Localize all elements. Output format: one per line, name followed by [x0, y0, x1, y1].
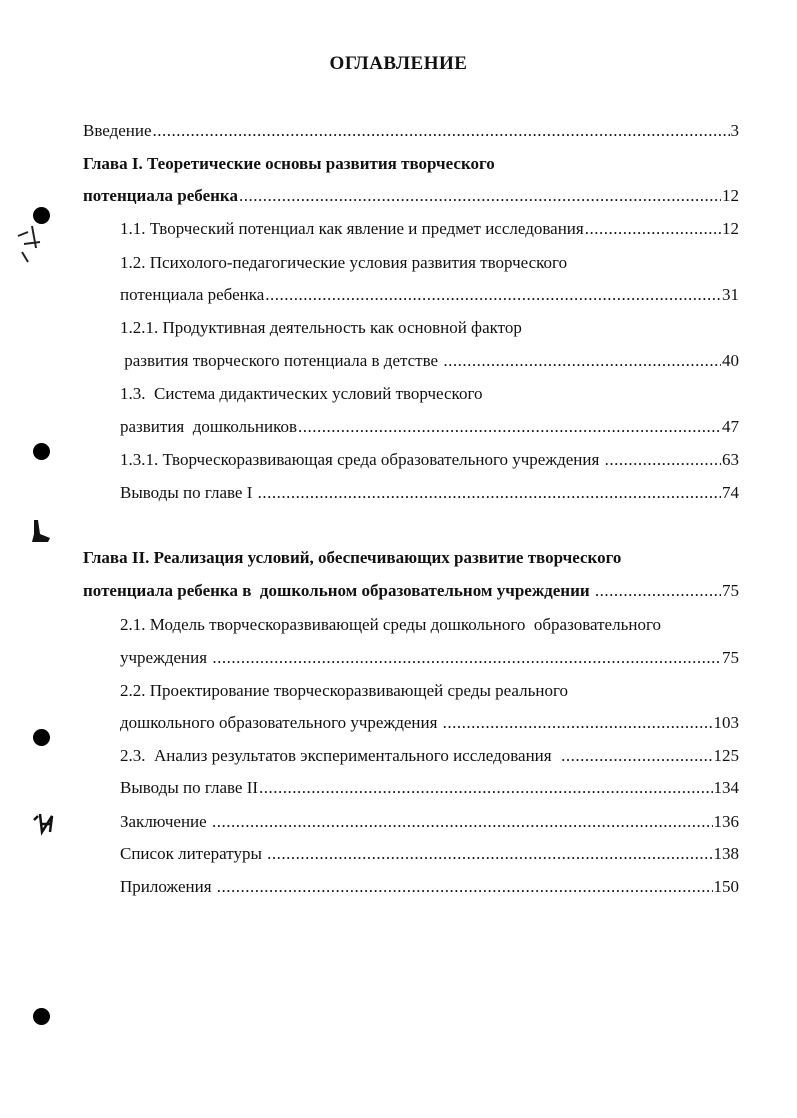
- toc-page-number: 74: [722, 483, 739, 502]
- toc-entry-2-1-line-1: 2.1. Модель творческоразвивающей среды дошкольного образовательного: [120, 615, 661, 634]
- toc-entry-label: 2.3. Анализ результатов экспериментального исследования: [120, 746, 561, 765]
- toc-page-number: 103: [713, 713, 739, 732]
- dot-leader: [561, 745, 712, 767]
- toc-entry-label: развития творческого потенциала в детстве: [120, 351, 443, 370]
- toc-entry-chapter-2-conclusions: [120, 777, 739, 799]
- toc-entry-appendices: [120, 876, 739, 898]
- toc-entry-intro: [83, 120, 739, 142]
- toc-entry-1-2: [120, 284, 739, 306]
- toc-entry-label: учреждения: [120, 648, 212, 667]
- toc-entry-1-2-1: [120, 350, 739, 372]
- toc-page-number: 138: [713, 844, 739, 863]
- toc-entry-conclusion: [120, 811, 739, 833]
- toc-entry-chapter-2: [83, 580, 739, 602]
- dot-leader: [212, 811, 713, 833]
- toc-entry-label: Приложения: [120, 877, 216, 896]
- page-title: ОГЛАВЛЕНИЕ: [329, 53, 468, 74]
- toc-entry-label: потенциала ребенка: [120, 285, 265, 304]
- toc-entry-2-1: [120, 647, 739, 669]
- toc-entry-label: Введение: [83, 121, 152, 140]
- toc-entry-label: 1.1. Творческий потенциал как явление и предмет исследования: [120, 219, 584, 238]
- chapter-1-title-line-1: Глава I. Теоретические основы развития творческого: [83, 154, 495, 173]
- toc-entry-2-2-line-1: 2.2. Проектирование творческоразвивающей среды реального: [120, 681, 568, 700]
- toc-page-number: 63: [722, 450, 739, 469]
- toc-entry-2-2: [120, 712, 739, 734]
- toc-entry-label: потенциала ребенка: [83, 186, 238, 205]
- toc-entry-label: Список литературы: [120, 844, 267, 863]
- chapter-2-title-line-1: Глава II. Реализация условий, обеспечивающих развитие творческого: [83, 548, 622, 567]
- dot-leader: [153, 120, 730, 142]
- scan-artifact-mark: [14, 222, 50, 266]
- toc-entry-1-3-1: [120, 449, 739, 471]
- dot-leader: [267, 843, 712, 865]
- dot-leader: [217, 876, 713, 898]
- dot-leader: [585, 218, 721, 240]
- toc-page-number: 12: [722, 186, 739, 205]
- toc-entry-1-3-line-1: 1.3. Система дидактических условий творческого: [120, 384, 483, 403]
- toc-entry-label: дошкольного образовательного учреждения: [120, 713, 442, 732]
- dot-leader: [239, 185, 721, 207]
- toc-entry-1-1: [120, 218, 739, 240]
- toc-page-number: 75: [722, 648, 739, 667]
- punch-hole: [33, 729, 50, 746]
- toc-page-number: 12: [722, 219, 739, 238]
- toc-page-number: 3: [730, 121, 739, 140]
- dot-leader: [605, 449, 721, 471]
- toc-entry-bibliography: [120, 843, 739, 865]
- toc-page-number: 125: [713, 746, 739, 765]
- toc-page-number: 75: [722, 581, 739, 600]
- dot-leader: [443, 350, 721, 372]
- toc-entry-1-2-1-line-1: 1.2.1. Продуктивная деятельность как основной фактор: [120, 318, 522, 337]
- scan-artifact-mark: [30, 810, 58, 838]
- toc-page-number: 31: [722, 285, 739, 304]
- toc-entry-1-3: [120, 416, 739, 438]
- dot-leader: [298, 416, 721, 438]
- toc-entry-chapter-1-conclusions: [120, 482, 739, 504]
- toc-entry-label: Заключение: [120, 812, 211, 831]
- dot-leader: [212, 647, 721, 669]
- toc-page-number: 47: [722, 417, 739, 436]
- toc-page-number: 134: [713, 778, 739, 797]
- dot-leader: [443, 712, 713, 734]
- dot-leader: [258, 482, 721, 504]
- toc-entry-2-3: [120, 745, 739, 767]
- toc-page-number: 40: [722, 351, 739, 370]
- toc-page-number: 136: [713, 812, 739, 831]
- dot-leader: [259, 777, 712, 799]
- toc-page-number: 150: [713, 877, 739, 896]
- scan-artifact-mark: [24, 516, 54, 546]
- dot-leader: [265, 284, 721, 306]
- toc-entry-label: развития дошкольников: [120, 417, 297, 436]
- toc-entry-label: Выводы по главе I: [120, 483, 257, 502]
- toc-entry-label: 1.3.1. Творческоразвивающая среда образовательного учреждения: [120, 450, 604, 469]
- toc-entry-label: Выводы по главе II: [120, 778, 259, 797]
- punch-hole: [33, 1008, 50, 1025]
- dot-leader: [595, 580, 721, 602]
- toc-entry-chapter-1: [83, 185, 739, 207]
- toc-entry-label: потенциала ребенка в дошкольном образовательном учреждении: [83, 581, 594, 600]
- toc-entry-1-2-line-1: 1.2. Психолого-педагогические условия развития творческого: [120, 253, 568, 272]
- punch-hole: [33, 443, 50, 460]
